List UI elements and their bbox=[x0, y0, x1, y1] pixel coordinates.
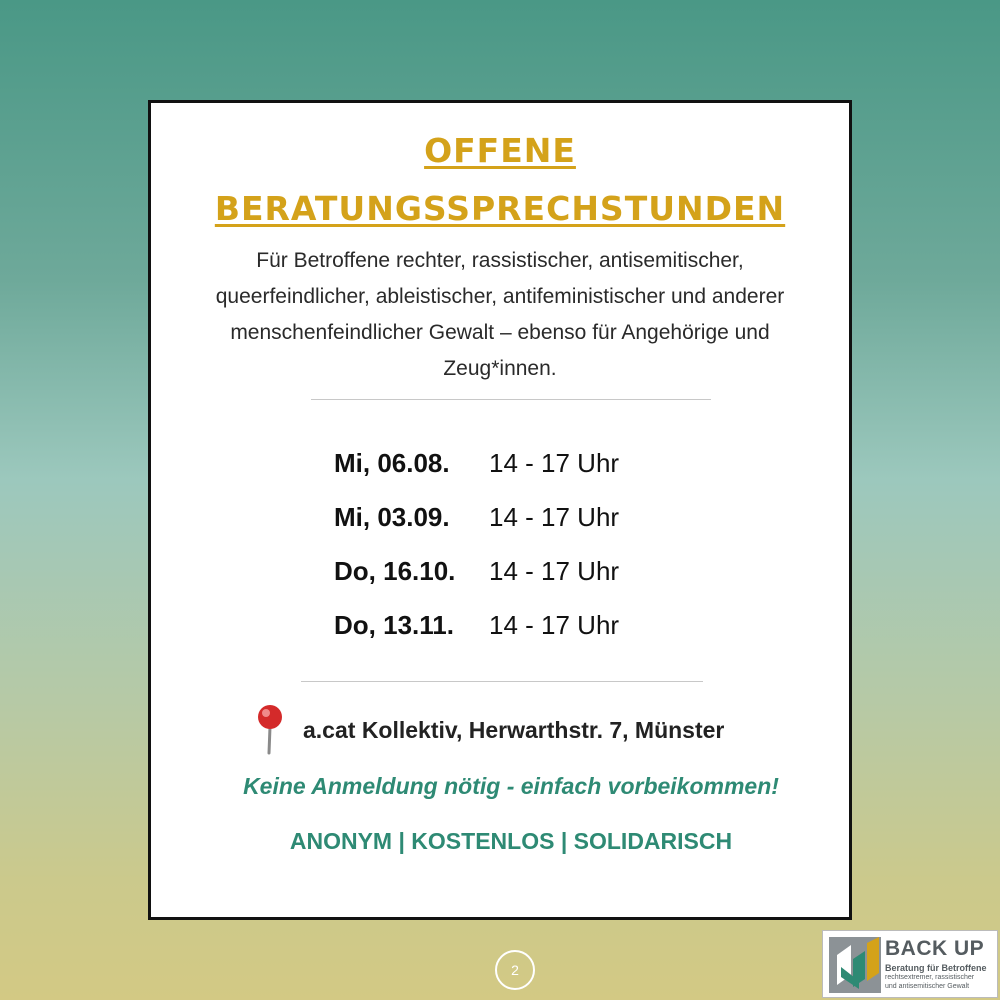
info-card bbox=[148, 100, 852, 920]
schedule-time: 14 - 17 Uhr bbox=[489, 556, 620, 586]
page-number: 2 bbox=[495, 950, 535, 990]
schedule-time: 14 - 17 Uhr bbox=[489, 502, 620, 532]
logo-subtitle: Beratung für Betroffene bbox=[885, 963, 987, 973]
backup-logo bbox=[822, 930, 998, 998]
divider-bottom bbox=[301, 681, 703, 682]
no-registration-note: Keine Anmeldung nötig - einfach vorbeikommen! bbox=[243, 773, 779, 799]
schedule-row bbox=[151, 556, 849, 596]
logo-line-2: und antisemitischer Gewalt bbox=[885, 983, 970, 990]
backup-logo-mark-icon bbox=[829, 937, 881, 993]
intro-text: Für Betroffene rechter, rassistischer, antisemitischer, queerfeindlicher, ableistischer, antifeministischer und anderer menschenfeindlicher Gewalt – ebenso für Angehörige und Zeug*innen. bbox=[215, 249, 785, 380]
schedule-date: Mi, 03.09. bbox=[334, 502, 450, 532]
location-address: a.cat Kollektiv, Herwarthstr. 7, Münster bbox=[303, 717, 725, 743]
tagline: ANONYM | KOSTENLOS | SOLIDARISCH bbox=[289, 828, 733, 854]
schedule-row bbox=[151, 610, 849, 650]
schedule-row bbox=[151, 502, 849, 542]
schedule-date: Do, 13.11. bbox=[334, 610, 454, 640]
schedule-date: Mi, 06.08. bbox=[334, 448, 450, 478]
divider-top bbox=[311, 399, 711, 400]
title-line-2: BERATUNGSSPRECHSTUNDEN bbox=[214, 189, 786, 228]
title-line-1: OFFENE bbox=[424, 131, 576, 170]
pushpin-icon bbox=[255, 703, 285, 755]
schedule-time: 14 - 17 Uhr bbox=[489, 610, 620, 640]
logo-name: BACK UP bbox=[885, 937, 985, 960]
schedule-row bbox=[151, 448, 849, 488]
schedule-time: 14 - 17 Uhr bbox=[489, 448, 620, 478]
logo-line-1: rechtsextremer, rassistischer bbox=[885, 974, 975, 981]
schedule-date: Do, 16.10. bbox=[334, 556, 456, 586]
